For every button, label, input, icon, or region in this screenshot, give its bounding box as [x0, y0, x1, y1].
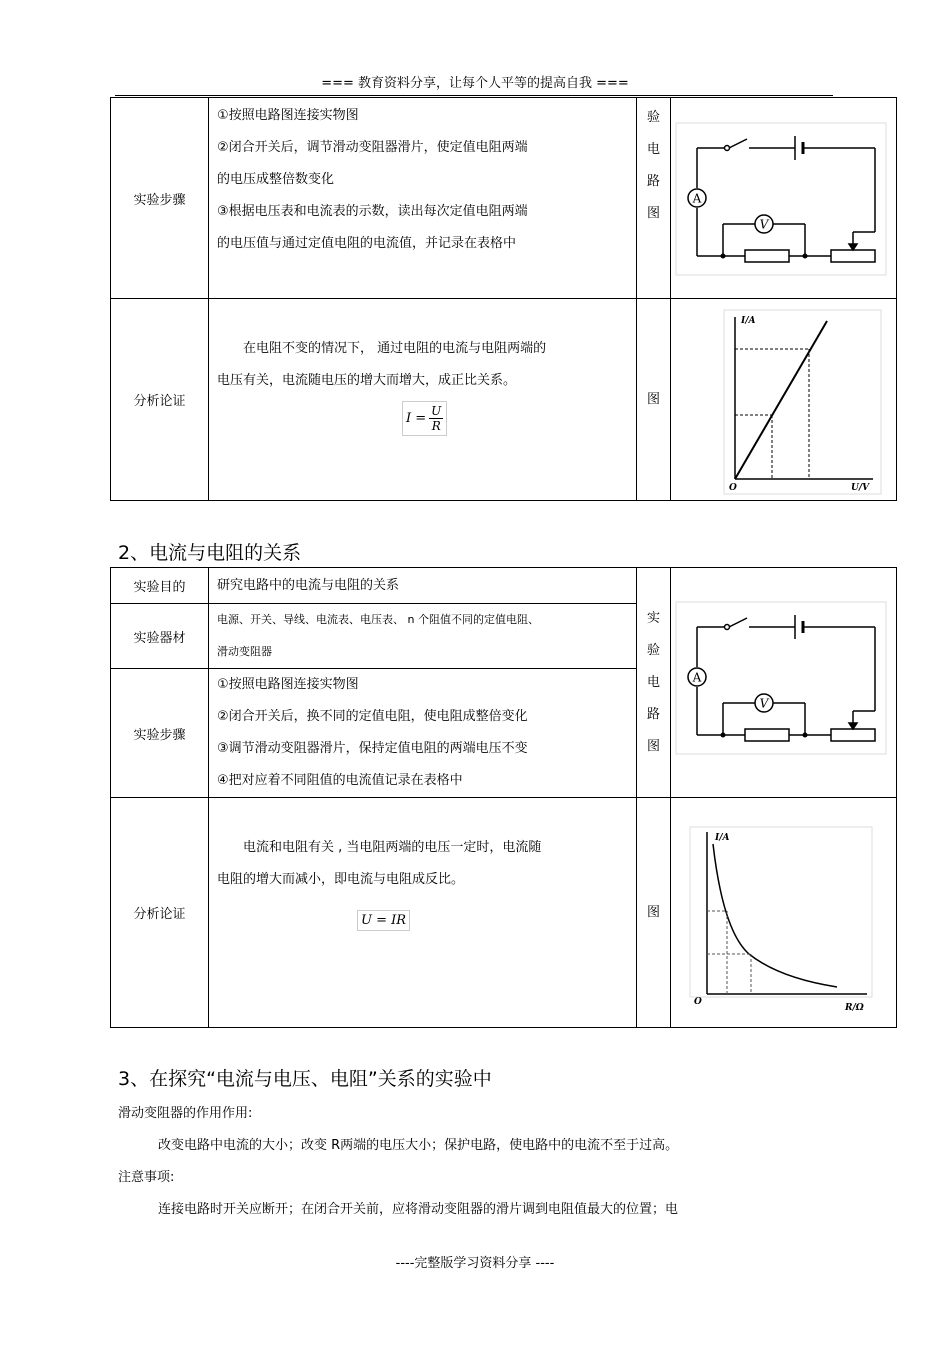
- notes-text: 连接电路时开关应断开；在闭合开关前，应将滑动变阻器的滑片调到电阻值最大的位置；电: [158, 1202, 679, 1217]
- section-3-title: 3、在探究“电流与电压、电阻”关系的实验中: [118, 1068, 492, 1090]
- analysis-line: 在电阻不变的情况下， 通过电阻的电流与电阻两端的: [243, 341, 547, 356]
- header-rule: [115, 95, 833, 96]
- purpose-content: 研究电路中的电流与电阻的关系: [209, 568, 637, 604]
- table-voltage-relation: [110, 97, 897, 501]
- step-line: ①按照电路图连接实物图: [217, 677, 359, 692]
- circuit-diagram-cell: [671, 568, 897, 798]
- step-line: ②闭合开关后，调节滑动变阻器滑片，使定值电阻两端: [217, 140, 528, 155]
- graph-cell: [671, 798, 897, 1028]
- steps-content: [209, 669, 637, 798]
- origin-label: O: [694, 996, 702, 1007]
- graph-label: 图: [637, 299, 671, 501]
- step-line: ②闭合开关后，换不同的定值电阻，使电阻成整倍变化: [217, 709, 528, 724]
- section-2-title: 2、电流与电阻的关系: [118, 542, 302, 564]
- circuit-diagram: [675, 601, 887, 755]
- y-axis-label: I/A: [741, 316, 756, 326]
- page-header: === 教育资料分享，让每个人平等的提高自我 ===: [321, 76, 629, 91]
- analysis-line: 电压有关，电流随电压的增大而增大，成正比关系。: [217, 373, 517, 388]
- step-line: ③调节滑动变阻器滑片，保持定值电阻的两端电压不变: [217, 741, 528, 756]
- circuit-diagram: [675, 122, 887, 276]
- analysis-line: 电流和电阻有关 , 当电阻两端的电压一定时，电流随: [243, 840, 542, 855]
- circuit-label: 实 验 电 路 图: [637, 568, 671, 798]
- circuit-label: 验 电 路 图: [637, 98, 671, 299]
- y-axis-label: I/A: [715, 832, 730, 843]
- x-axis-label: R/Ω: [845, 1002, 864, 1012]
- graph-cell: [671, 299, 897, 501]
- circuit-diagram-cell: [671, 98, 897, 299]
- step-line: ③根据电压表和电流表的示数，读出每次定值电阻两端: [217, 204, 528, 219]
- graph-label: 图: [637, 798, 671, 1028]
- x-axis-label: U/V: [851, 483, 870, 493]
- rheostat-role-text: 改变电路中电流的大小；改变 R两端的电压大小；保护电路，使电路中的电流不至于过高。: [158, 1138, 679, 1153]
- notes-label: 注意事项:: [118, 1170, 175, 1185]
- ir-graph: [689, 826, 875, 1012]
- steps-label: 实验步骤: [111, 98, 209, 299]
- iv-graph: [723, 309, 883, 495]
- formula-u-ir: U = IR: [357, 910, 410, 931]
- origin-label: O: [729, 483, 737, 493]
- step-line: ①按照电路图连接实物图: [217, 108, 359, 123]
- analysis-label: 分析论证: [111, 299, 209, 501]
- steps-label: 实验步骤: [111, 669, 209, 798]
- steps-content: [209, 98, 637, 299]
- step-line: 的电压成整倍数变化: [217, 172, 335, 187]
- ammeter-label: A: [692, 670, 702, 685]
- rheostat-role-label: 滑动变阻器的作用作用:: [118, 1106, 253, 1121]
- voltmeter-label: V: [759, 696, 769, 711]
- analysis-label: 分析论证: [111, 798, 209, 1028]
- table-resistance-relation: [110, 567, 897, 1028]
- ammeter-label: A: [692, 191, 702, 206]
- formula-ohm: I = $\frac{U}{R}$: [402, 401, 447, 436]
- analysis-line: 电阻的增大而减小，即电流与电阻成反比。: [217, 872, 465, 887]
- purpose-label: 实验目的: [111, 568, 209, 604]
- voltmeter-label: V: [759, 217, 769, 232]
- page-footer: ----完整版学习资料分享 ----: [395, 1256, 555, 1271]
- analysis-content: [209, 299, 637, 501]
- equipment-content: 电源、开关、导线、电流表、电压表、 n 个阻值不同的定值电阻、 滑动变阻器: [209, 604, 637, 669]
- step-line: ④把对应着不同阻值的电流值记录在表格中: [217, 773, 463, 788]
- equipment-label: 实验器材: [111, 604, 209, 669]
- step-line: 的电压值与通过定值电阻的电流值，并记录在表格中: [217, 236, 517, 251]
- analysis-content: [209, 798, 637, 1028]
